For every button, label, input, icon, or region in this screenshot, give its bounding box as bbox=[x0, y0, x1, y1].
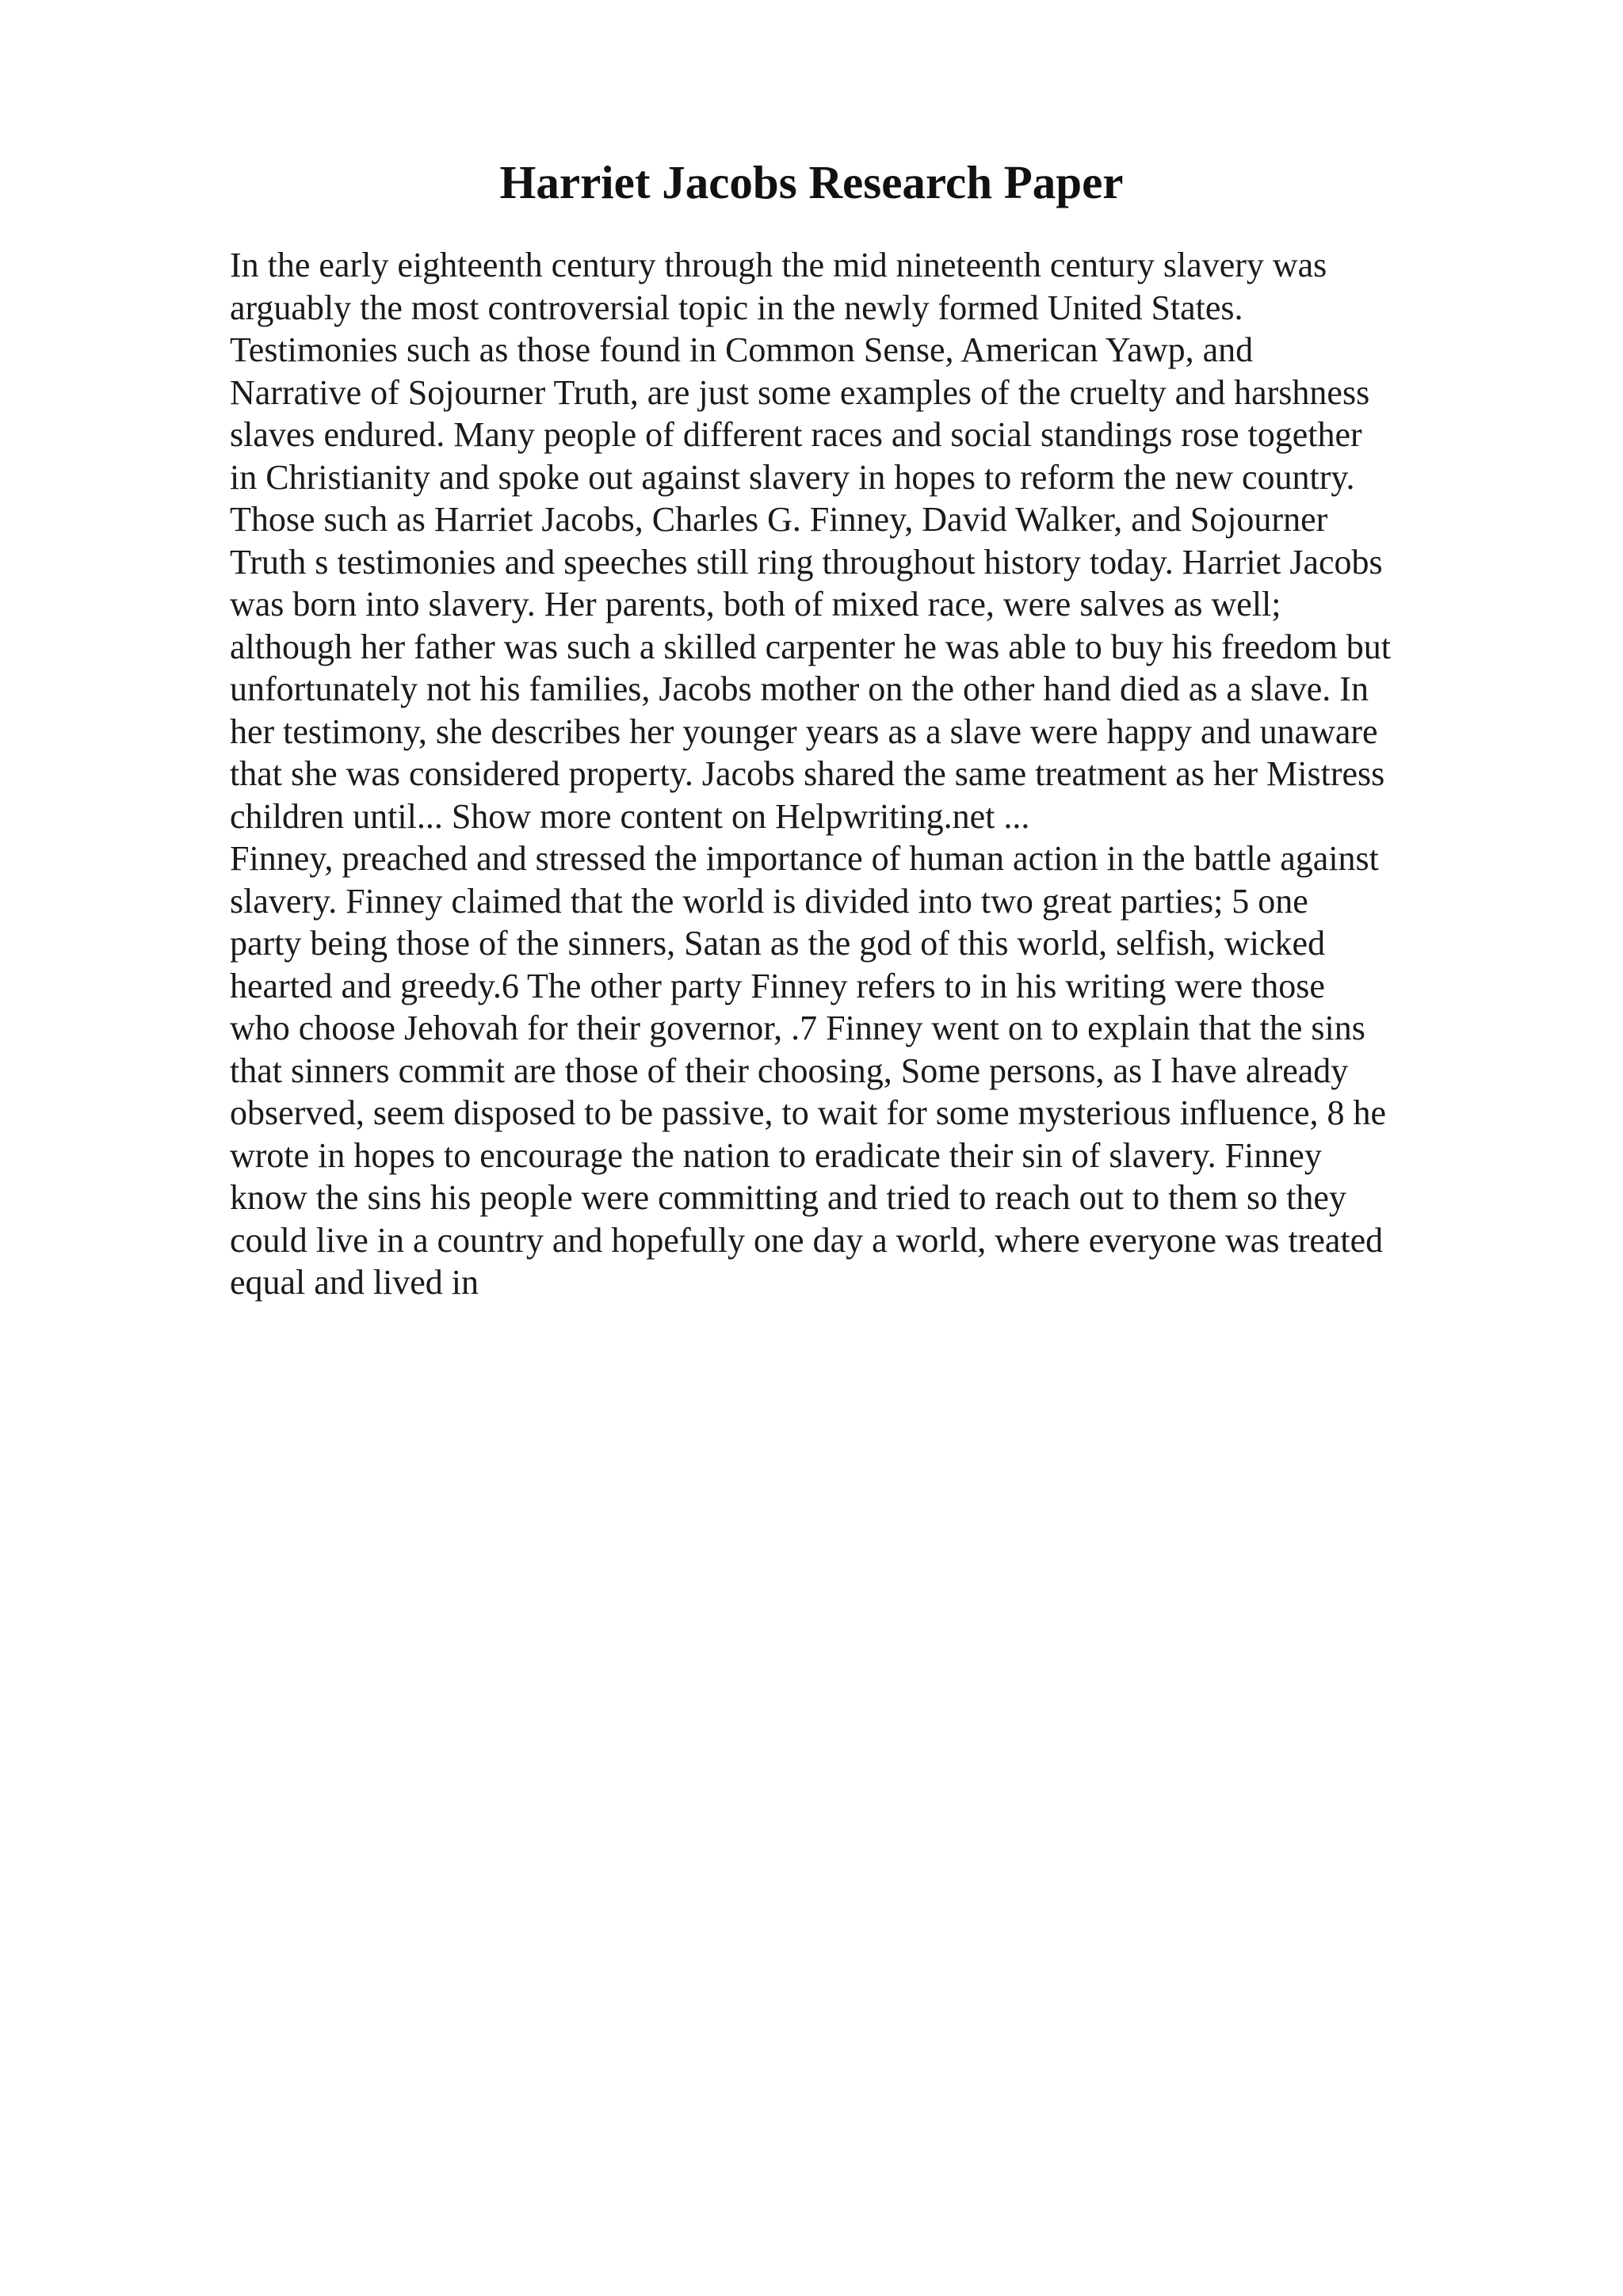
document-title: Harriet Jacobs Research Paper bbox=[499, 156, 1124, 208]
text-line: party being those of the sinners, Satan as the god of this world, selfish, wicked bbox=[230, 924, 1326, 963]
text-line: Testimonies such as those found in Common Sense, American Yawp, and bbox=[230, 330, 1254, 369]
text-line: in Christianity and spoke out against slavery in hopes to reform the new country. bbox=[230, 457, 1355, 497]
text-line: although her father was such a skilled carpenter he was able to buy his freedom but bbox=[230, 627, 1391, 666]
text-line: slavery. Finney claimed that the world is divided into two great parties; 5 one bbox=[230, 881, 1308, 921]
text-line: that sinners commit are those of their choosing, Some persons, as I have already bbox=[230, 1051, 1349, 1090]
text-line: who choose Jehovah for their governor, .7 Finney went on to explain that the sins bbox=[230, 1009, 1365, 1047]
text-line: arguably the most controversial topic in the newly formed United States. bbox=[230, 288, 1243, 327]
text-line: Truth s testimonies and speeches still ring throughout history today. Harriet Jacobs bbox=[230, 542, 1383, 582]
text-line: Finney, preached and stressed the importance of human action in the battle against bbox=[230, 839, 1379, 878]
text-line: children until... Show more content on Helpwriting.net ... bbox=[230, 796, 1030, 836]
text-line: In the early eighteenth century through the mid nineteenth century slavery was bbox=[230, 246, 1327, 284]
text-line: wrote in hopes to encourage the nation to eradicate their sin of slavery. Finney bbox=[230, 1135, 1322, 1175]
text-line: observed, seem disposed to be passive, to wait for some mysterious influence, 8 he bbox=[230, 1093, 1387, 1132]
text-line: Those such as Harriet Jacobs, Charles G. Finney, David Walker, and Sojourner bbox=[230, 500, 1328, 539]
text-line: unfortunately not his families, Jacobs mother on the other hand died as a slave. In bbox=[230, 669, 1369, 708]
text-line: know the sins his people were committing and tried to reach out to them so they bbox=[230, 1178, 1346, 1217]
text-line: could live in a country and hopefully one day a world, where everyone was treated bbox=[230, 1220, 1384, 1260]
text-line: was born into slavery. Her parents, both of mixed race, were salves as well; bbox=[230, 585, 1281, 624]
text-line: her testimony, she describes her younger years as a slave were happy and unaware bbox=[230, 711, 1378, 751]
text-line: equal and lived in bbox=[230, 1263, 479, 1302]
text-line: that she was considered property. Jacobs shared the same treatment as her Mistress bbox=[230, 754, 1385, 793]
text-line: hearted and greedy.6 The other party Finney refers to in his writing were those bbox=[230, 966, 1325, 1005]
document-body bbox=[230, 244, 1466, 1304]
text-line: Narrative of Sojourner Truth, are just some examples of the cruelty and harshness bbox=[230, 372, 1370, 412]
text-line: slaves endured. Many people of different races and social standings rose together bbox=[230, 415, 1362, 454]
